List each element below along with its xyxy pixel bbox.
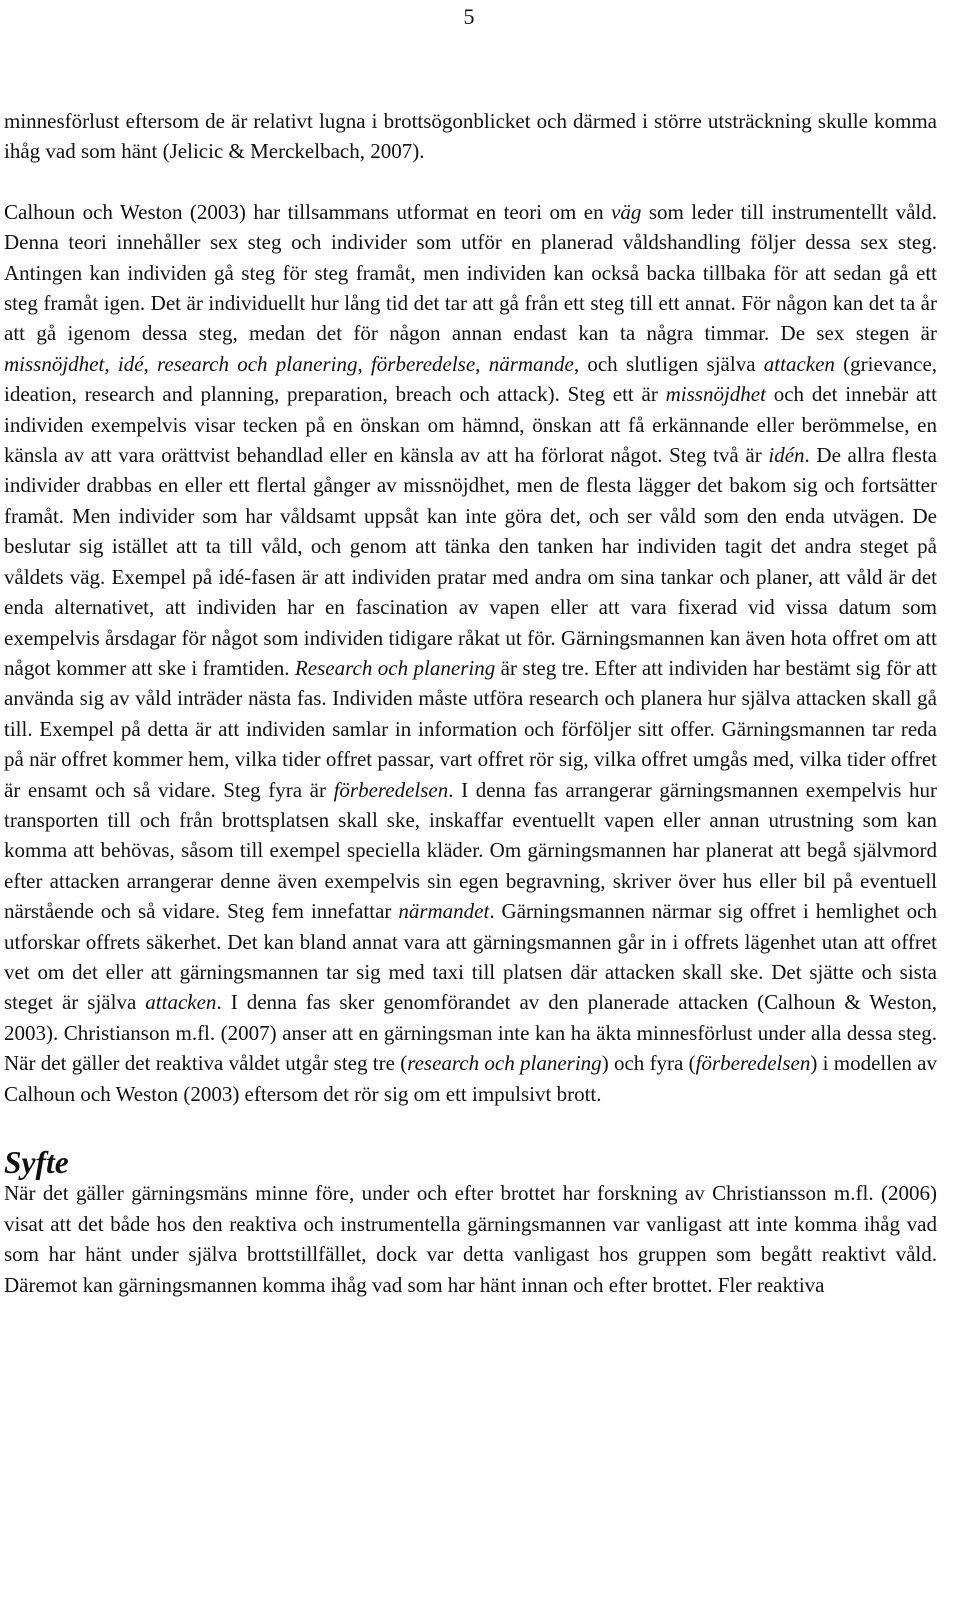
italic-term: förberedelse <box>370 351 476 376</box>
text-run: , <box>357 351 371 376</box>
italic-term: förberedelsen <box>695 1051 811 1076</box>
text-run: Calhoun och Weston (2003) har tillsammans utformat en teori om en <box>4 199 612 224</box>
text-run: och det innebär att individen exempelvis visar tecken på en önskan om hämnd, önskan att få erkännande eller berömmelse, en känsla av att vara orättvist behandlad eller en känsla av att ha förlorat något. Steg två är <box>4 382 937 468</box>
text-run: . Gärningsmannen närmar sig offret i hemlighet och utforskar offrets säkerhet. Det kan bland annat vara att gärningsmannen går in i offrets lägenhet utan att offret vet om det eller att gärningsmannen tar sig med taxi till platsen där attacken skall ske. Det sjätte och sista steget är själva <box>4 899 937 1015</box>
italic-term: idén <box>768 443 805 468</box>
italic-term: Research och planering <box>294 655 496 680</box>
text-run: , och slutligen själva <box>573 351 764 376</box>
page-number: 5 <box>463 4 475 29</box>
italic-term: närmande <box>488 351 574 376</box>
paragraph-memory-loss: minnesförlust eftersom de är relativt lugna i brottsögonblicket och därmed i större utsträckning skulle komma ihåg vad som hänt (Jelicic & Merckelbach, 2007). <box>4 109 937 164</box>
paragraph-path-theory <box>4 197 937 1109</box>
italic-term: missnöjdhet <box>665 382 766 407</box>
text-run: . I denna fas arrangerar gärningsmannen exempelvis hur transporten till och från brottsplatsen skall ske, inskaffar eventuellt vapen eller annan utrustning som kan komma att behövas, såsom till exempel speciella kläder. Om gärningsmannen har planerat att begå självmord efter attacken arrangerar denne även exempelvis sin egen begravning, skriver över hus eller bil på eventuell närstående och så vidare. Steg fem innefattar <box>4 777 937 924</box>
italic-term: närmandet <box>398 899 490 924</box>
text-run: , <box>475 351 489 376</box>
text-run: är steg tre. Efter att individen har bestämt sig för att använda sig av våld inträder nästa fas. Individen måste utföra research och planera hur själva attacken skall gå till. Exempel på detta är att individen samlar in information och förföljer sitt offer. Gärningsmannen tar reda på när offret kommer hem, vilka tider offret passar, vart offret rör sig, vilka offret umgås med, vilka tider offret är ensamt och så vidare. Steg fyra är <box>4 655 938 802</box>
section-heading-syfte: Syfte <box>4 1145 69 1180</box>
italic-term: idé <box>117 351 144 376</box>
text-run: . De allra flesta individer drabbas en eller ett flertal gånger av missnöjdhet, men de flesta lägger det bakom sig och fortsätter framåt. Men individer som har våldsamt uppsåt kan inte göra det, och ser våld som den enda utvägen. De beslutar sig istället att ta till våld, och genom att tänka den tanken har individen tagit det andra steget på våldets väg. Exempel på idé-fasen är att individen pratar med andra om sina tankar och planer, att våld är det enda alternativet, att individen har en fascination av vapen eller att vara fixerad vid vissa datum som exempelvis årsdagar för något som individen tidigare råkat ut för. Gärningsmannen kan även hota offret om att något kommer att ske i framtiden. <box>4 443 937 680</box>
italic-term: väg <box>611 199 642 224</box>
document-body <box>4 106 937 1300</box>
italic-term: förberedelsen <box>333 777 449 802</box>
text-run: ) och fyra ( <box>601 1051 696 1076</box>
text-run: , <box>104 351 118 376</box>
text-run: . I denna fas sker genomförandet av den planerade attacken (Calhoun & Weston, 2003). Christianson m.fl. (2007) anser att en gärningsman inte kan ha äkta minnesförlust under alla dessa steg. När det gäller det reaktiva våldet utgår steg tre ( <box>4 990 937 1076</box>
italic-term: attacken <box>763 351 835 376</box>
text-run: (grievance, ideation, research and planning, preparation, breach och attack). Steg ett är <box>4 351 938 407</box>
text-run: ) i modellen av Calhoun och Weston (2003) eftersom det rör sig om ett impulsivt brott. <box>4 1051 938 1106</box>
italic-term: research och planering <box>407 1051 602 1076</box>
text-run: som leder till instrumentellt våld. Denna teori innehåller sex steg och individer som utför en planerad våldshandling följer dessa sex steg. Antingen kan individen gå steg för steg framåt, men individen kan också backa tillbaka för att sedan gå ett steg framåt igen. Det är individuellt hur lång tid det tar att gå från ett steg till ett annat. För någon kan det ta år att gå igenom dessa steg, medan det för någon annan endast kan ta några timmar. De sex stegen är <box>4 199 937 346</box>
italic-term: missnöjdhet <box>4 351 105 376</box>
italic-term: research och planering <box>157 351 358 376</box>
italic-term: attacken <box>145 990 217 1015</box>
paragraph-syfte: När det gäller gärningsmäns minne före, under och efter brottet har forskning av Christiansson m.fl. (2006) visat att det både hos den reaktiva och instrumentella gärningsmannen var vanligast att inte komma ihåg vad som har hänt under själva brottstillfället, dock var detta vanligast hos gruppen som begått reaktivt våld. Däremot kan gärningsmannen komma ihåg vad som har hänt innan och efter brottet. Fler reaktiva <box>4 1181 937 1297</box>
text-run: , <box>143 351 158 376</box>
